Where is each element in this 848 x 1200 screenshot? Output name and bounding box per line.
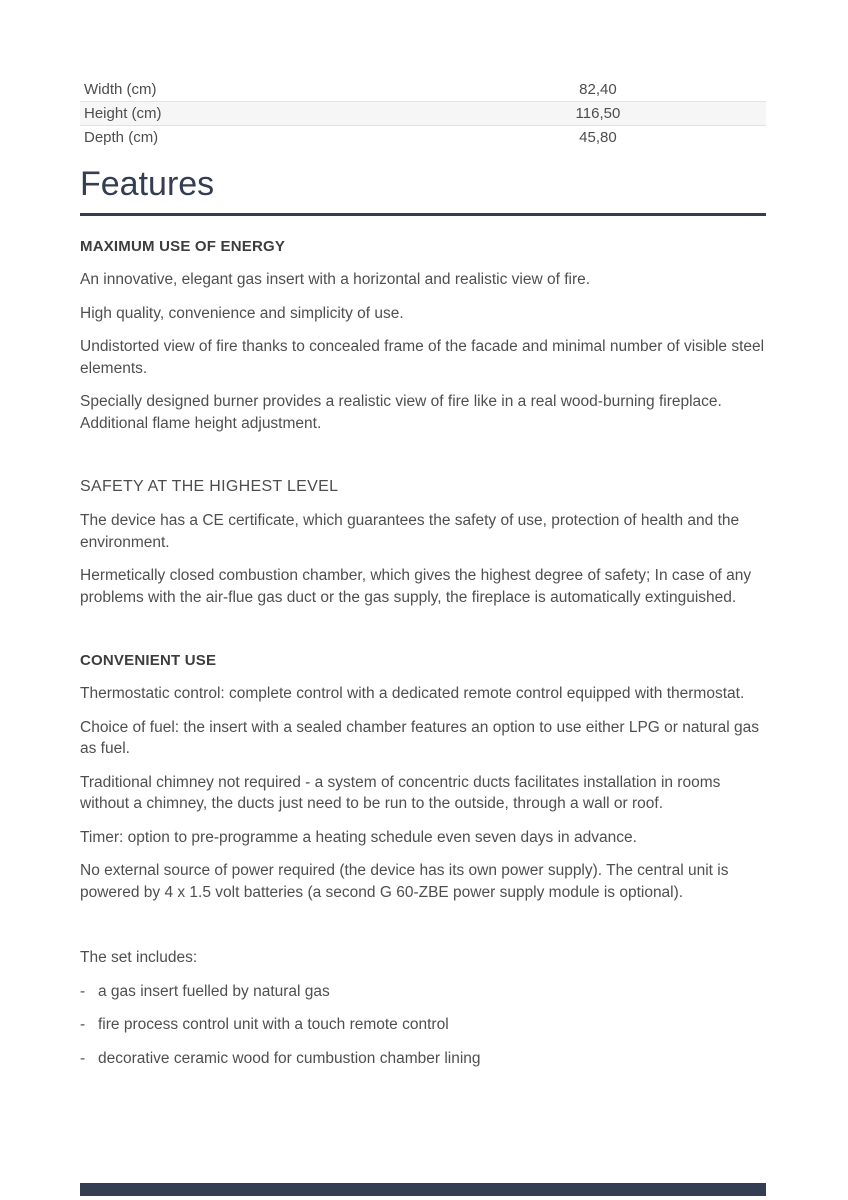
list-item-text: fire process control unit with a touch remote control — [98, 1016, 449, 1033]
spec-label-width: Width (cm) — [80, 78, 430, 102]
paragraph: An innovative, elegant gas insert with a horizontal and realistic view of fire. — [80, 271, 591, 288]
spec-table-row-width — [80, 78, 766, 102]
paragraph: Undistorted view of fire thanks to concealed frame of the facade and minimal number of visible steel elements. — [80, 338, 765, 377]
title-rule — [80, 213, 766, 216]
section-heading-safety-at-the-highest-level: SAFETY AT THE HIGHEST LEVEL — [80, 478, 339, 495]
paragraph: Traditional chimney not required - a system of concentric ducts facilitates installation in rooms without a chimney, the ducts just need to be run to the outside, through a wall or roof. — [80, 773, 721, 812]
paragraph: Hermetically closed combustion chamber, which gives the highest degree of safety; In case of any problems with the air-flue gas duct or the gas supply, the fireplace is automatically extinguished. — [80, 567, 752, 606]
paragraph: No external source of power required (the device has its own power supply). The central unit is powered by 4 x 1.5 volt batteries (a second G 60-ZBE power supply module is optional). — [80, 862, 729, 901]
list-dash: - — [80, 1016, 86, 1033]
set-includes-block — [80, 947, 766, 1069]
section-safety-at-the-highest-level — [80, 478, 766, 608]
spec-table-row-depth — [80, 126, 766, 150]
document-content — [80, 0, 766, 1081]
list-dash: - — [80, 1049, 86, 1067]
section-convenient-use — [80, 652, 766, 903]
list-item-text: a gas insert fuelled by natural gas — [98, 982, 330, 1000]
spec-table — [80, 78, 766, 149]
list-item-text: decorative ceramic wood for cumbustion chamber lining — [98, 1049, 481, 1067]
paragraph: Specially designed burner provides a realistic view of fire like in a real wood-burning fireplace. Additional flame height adjustment. — [80, 393, 722, 432]
page-title: Features — [80, 165, 215, 203]
spec-table-row-height — [80, 102, 766, 126]
list-dash: - — [80, 982, 86, 1000]
page-footer-bar — [80, 1183, 766, 1196]
spec-label-depth: Depth (cm) — [84, 129, 159, 146]
set-includes-intro: The set includes: — [80, 949, 198, 966]
list-item — [80, 1014, 766, 1036]
spec-label-height: Height (cm) — [80, 102, 430, 126]
paragraph: High quality, convenience and simplicity of use. — [80, 304, 404, 322]
paragraph: Choice of fuel: the insert with a sealed chamber features an option to use either LPG or natural gas as fuel. — [80, 718, 759, 757]
list-item — [80, 1048, 766, 1070]
spec-value-width: 82,40 — [430, 78, 766, 102]
list-item — [80, 981, 766, 1003]
section-maximum-use-of-energy — [80, 238, 766, 434]
paragraph: The device has a CE certificate, which guarantees the safety of use, protection of health and the environment. — [80, 512, 740, 551]
paragraph: Timer: option to pre-programme a heating schedule even seven days in advance. — [80, 828, 637, 846]
section-heading-maximum-use-of-energy: MAXIMUM USE OF ENERGY — [80, 238, 286, 255]
spec-value-depth: 45,80 — [579, 129, 617, 146]
paragraph: Thermostatic control: complete control with a dedicated remote control equipped with thermostat. — [80, 685, 745, 702]
spec-value-height: 116,50 — [430, 102, 766, 126]
section-heading-convenient-use: CONVENIENT USE — [80, 652, 217, 669]
